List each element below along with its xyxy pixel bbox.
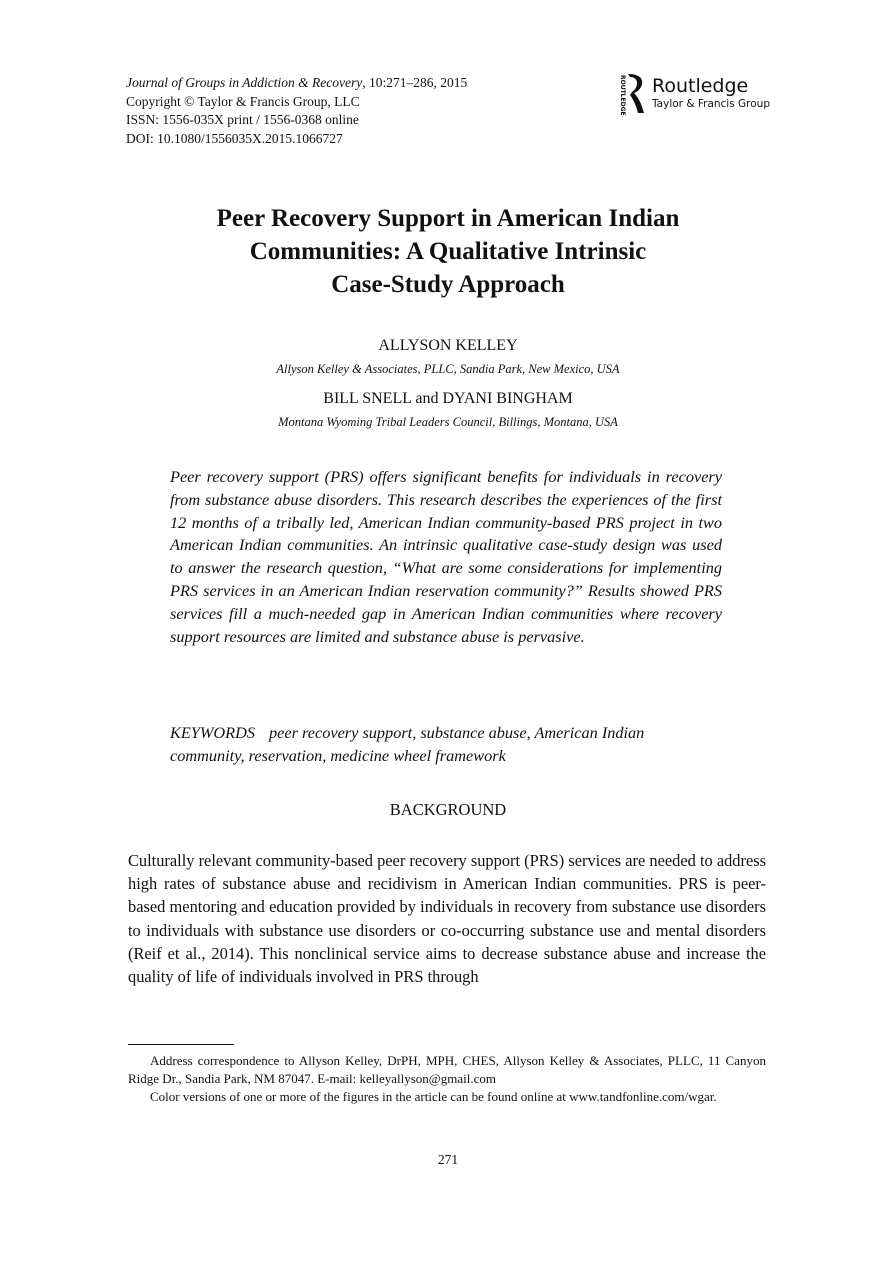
article-title — [120, 202, 776, 301]
keywords — [170, 722, 722, 768]
footnotes — [128, 1052, 766, 1107]
volume-pages-year: , 10:271–286, 2015 — [362, 75, 468, 90]
author-affiliation: Montana Wyoming Tribal Leaders Council, Billings, Montana, USA — [278, 415, 618, 429]
logo-vertical-text: ROUTLEDGE — [619, 75, 626, 116]
title-line-1: Peer Recovery Support in American Indian — [216, 205, 680, 232]
keywords-label: KEYWORDS — [170, 723, 256, 742]
footnote-color-versions: Color versions of one or more of the figures in the article can be found online at www.tandfonline.com/wgar. — [150, 1089, 717, 1105]
title-line-3: Case-Study Approach — [331, 271, 565, 298]
footnote-correspondence: Address correspondence to Allyson Kelley, DrPH, MPH, CHES, Allyson Kelley & Associates, PLLC, 11 Canyon Ridge Dr., Sandia Park, NM 87047. E-mail: kelleyallyson@gmail.com — [128, 1053, 766, 1087]
doi-line: DOI: 10.1080/1556035X.2015.1066727 — [126, 130, 343, 146]
routledge-r-icon — [626, 73, 646, 115]
page-number: 271 — [437, 1152, 459, 1167]
author-affiliation: Allyson Kelley & Associates, PLLC, Sandia Park, New Mexico, USA — [276, 362, 620, 376]
copyright-line: Copyright © Taylor & Francis Group, LLC — [126, 93, 360, 109]
issn-line: ISSN: 1556-035X print / 1556-0368 online — [126, 112, 359, 127]
journal-header — [126, 74, 467, 148]
footnote-rule — [128, 1044, 234, 1045]
title-line-2: Communities: A Qualitative Intrinsic — [249, 238, 647, 265]
journal-citation — [126, 74, 467, 93]
abstract: Peer recovery support (PRS) offers significant benefits for individuals in recovery from substance abuse disorders. This research describes the experiences of the first 12 months of a tribally led, American Indian community-based PRS project in two American Indian communities. An intrinsic qualitative case-study design was used to answer the research question, “What are some considerations for implementing PRS services in an American Indian reservation community?” Results showed PRS services fill a much-needed gap in American Indian communities where recovery support resources are limited and substance abuse is pervasive. — [170, 467, 722, 646]
keywords-text: peer recovery support, substance abuse, American Indian community, reservation, medicine wheel framework — [170, 723, 645, 765]
section-heading: BACKGROUND — [389, 800, 507, 819]
journal-name: Journal of Groups in Addiction & Recovery — [126, 75, 363, 90]
routledge-logo — [618, 73, 778, 117]
author-name: ALLYSON KELLEY — [378, 337, 518, 354]
logo-subtitle: Taylor & Francis Group — [652, 98, 770, 110]
author-name: BILL SNELL and DYANI BINGHAM — [323, 390, 573, 407]
body-paragraph: Culturally relevant community-based peer recovery support (PRS) services are needed to address high rates of substance abuse and recidivism in American Indian communities. PRS is peer-based mentoring and education provided by individuals in recovery from substance use disorders to individuals with substance use disorders or co-occurring substance use and mental disorders (Reif et al., 2014). This nonclinical service aims to decrease substance abuse and increase the quality of life of individuals involved in PRS through — [128, 851, 766, 987]
logo-brand: Routledge — [652, 75, 749, 97]
